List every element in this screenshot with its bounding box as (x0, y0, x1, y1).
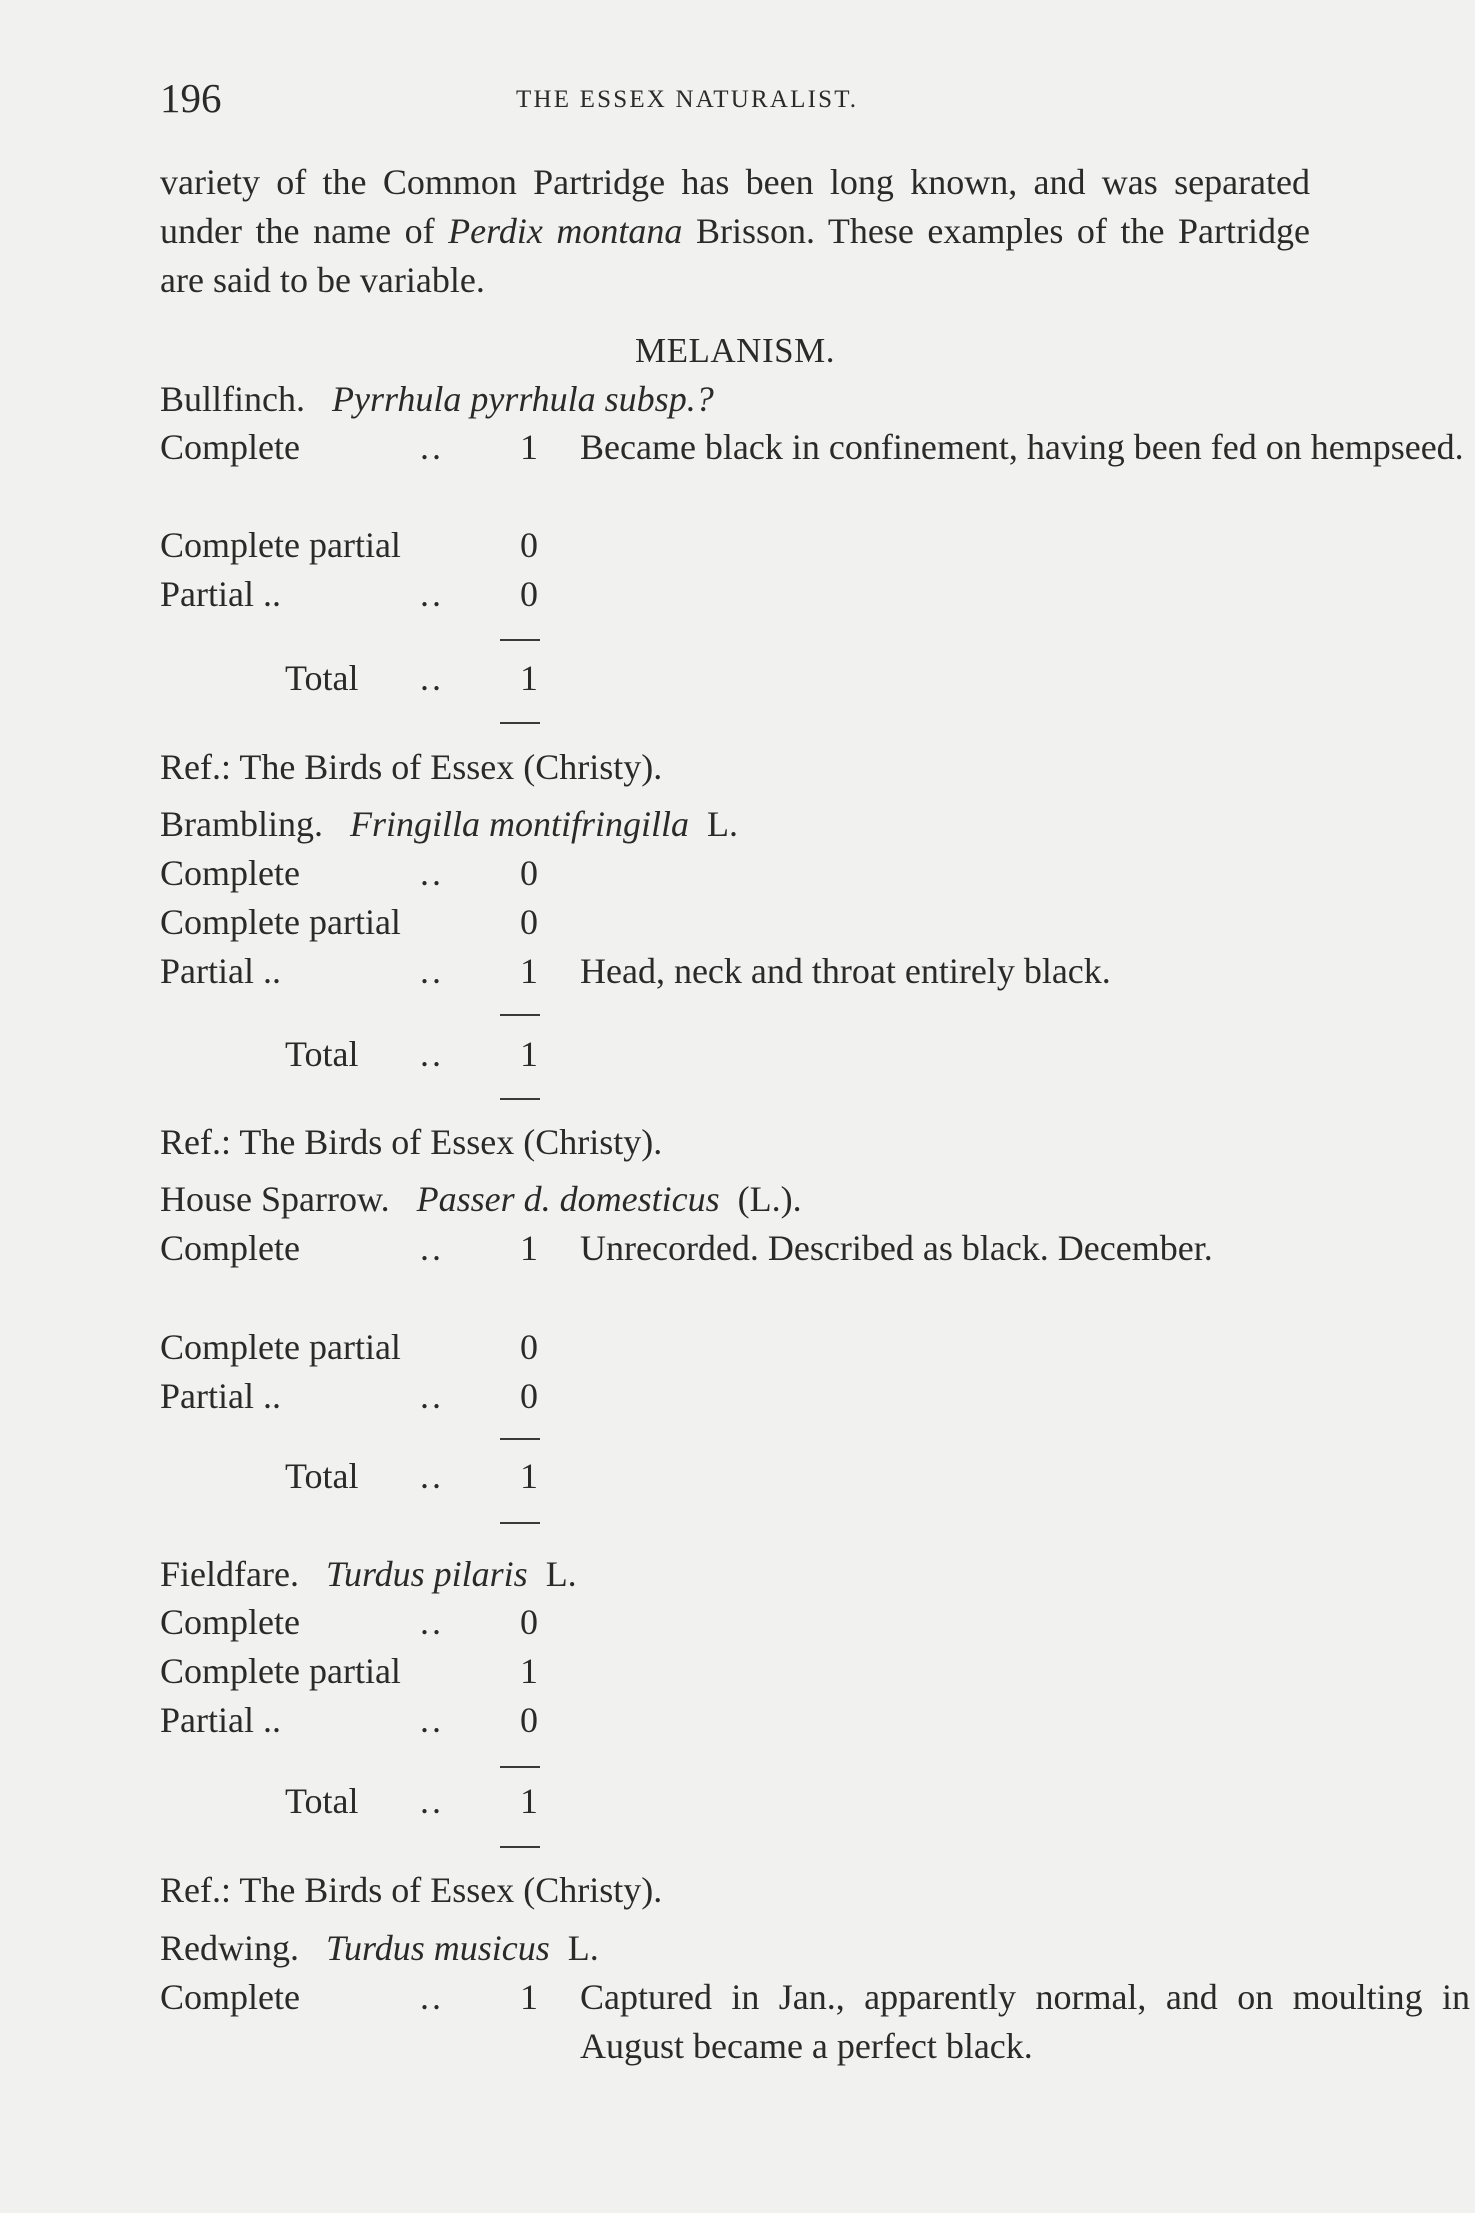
sum-rule-top (500, 1438, 540, 1440)
intro-paragraph (160, 158, 1310, 305)
row-leader-dots: .. (420, 1456, 444, 1496)
row-leader-dots: .. (420, 658, 444, 698)
species-name (160, 1550, 577, 1599)
row-label: Complete (160, 427, 300, 467)
species-latin-name: Turdus musicus (326, 1928, 550, 1968)
sum-rule-top (500, 639, 540, 641)
section-melanism (160, 326, 1310, 375)
page-number: 196 (160, 75, 222, 121)
row-label: Partial .. (160, 574, 281, 614)
row-label: Complete (160, 1228, 300, 1268)
row-label: Complete partial (160, 1327, 401, 1367)
total-label: Total (285, 1034, 359, 1074)
row-count: 0 (520, 853, 538, 893)
sum-rule-bottom (500, 1846, 540, 1848)
species-latin-name: Passer d. domesticus (416, 1179, 720, 1219)
species-name (160, 1924, 599, 1973)
row-leader-dots: .. (420, 1977, 444, 2017)
species-name (160, 375, 714, 424)
total-label: Total (285, 658, 359, 698)
species-latin-name: Fringilla montifringilla (349, 804, 690, 844)
row-label: Complete partial (160, 525, 401, 565)
row-count: 0 (520, 574, 538, 614)
row-count: 0 (520, 902, 538, 942)
row-count: 1 (520, 951, 538, 991)
reference: Ref.: The Birds of Essex (Christy). (160, 1122, 663, 1162)
total-label: Total (285, 1781, 359, 1821)
sum-rule-top (500, 1766, 540, 1768)
row-label: Complete partial (160, 1651, 401, 1691)
row-count: 0 (520, 1376, 538, 1416)
species-common-name: Bullfinch. (160, 379, 305, 419)
running-head: THE ESSEX NATURALIST. (516, 86, 859, 113)
row-leader-dots: .. (420, 1602, 444, 1642)
row-leader-dots: .. (420, 574, 444, 614)
species-authority: L. (707, 804, 739, 844)
intro-text-end: Brisson. These examples of the Partridge are said to be variable. (160, 211, 1310, 300)
page-header (160, 74, 1310, 124)
row-count: 1 (520, 1977, 538, 2017)
species-common-name: Redwing. (160, 1928, 299, 1968)
species-authority: (L.). (737, 1179, 802, 1219)
row-note: Captured in Jan., apparently normal, and on moulting in August became a perfect black. (580, 1977, 1470, 2066)
row-count: 0 (520, 1327, 538, 1367)
species-common-name: Fieldfare. (160, 1554, 299, 1594)
row-label: Partial .. (160, 951, 281, 991)
reference: Ref.: The Birds of Essex (Christy). (160, 747, 663, 787)
row-note: Became black in confinement, having been fed on hempseed. (580, 427, 1464, 467)
row-leader-dots: .. (420, 1228, 444, 1268)
total-count: 1 (520, 1456, 538, 1496)
sum-rule-bottom (500, 1522, 540, 1524)
row-leader-dots: .. (420, 1781, 444, 1821)
row-label: Complete (160, 1602, 300, 1642)
row-count: 1 (520, 427, 538, 467)
row-leader-dots: .. (420, 853, 444, 893)
sum-rule-bottom (500, 722, 540, 724)
row-label: Complete partial (160, 902, 401, 942)
row-leader-dots: .. (420, 1700, 444, 1740)
row-label: Complete (160, 1977, 300, 2017)
row-note: Unrecorded. Described as black. December. (580, 1228, 1213, 1268)
row-count: 1 (520, 1228, 538, 1268)
row-leader-dots: .. (420, 427, 444, 467)
row-label: Partial .. (160, 1376, 281, 1416)
total-count: 1 (520, 1034, 538, 1074)
entry-brambling (160, 800, 1310, 1170)
intro-latin-name: Perdix montana (448, 211, 683, 251)
entry-fieldfare (160, 1550, 1310, 1920)
intro-text-start: variety of the Common Partridge has been long known, and was separated under the name of (160, 162, 1310, 251)
species-name (160, 1175, 802, 1224)
entry-bullfinch (160, 375, 1464, 795)
total-label: Total (285, 1456, 359, 1496)
row-label: Partial .. (160, 1700, 281, 1740)
species-authority: L. (545, 1554, 577, 1594)
entry-house-sparrow (160, 1175, 1310, 1545)
total-count: 1 (520, 1781, 538, 1821)
total-count: 1 (520, 658, 538, 698)
section-heading: MELANISM. (635, 331, 835, 370)
entry-redwing (160, 1924, 1470, 2124)
row-leader-dots: .. (420, 951, 444, 991)
species-name (160, 800, 738, 849)
species-latin-name: Pyrrhula pyrrhula subsp.? (331, 379, 714, 419)
row-leader-dots: .. (420, 1034, 444, 1074)
row-count: 1 (520, 1651, 538, 1691)
species-common-name: House Sparrow. (160, 1179, 390, 1219)
species-latin-name: Turdus pilaris (325, 1554, 528, 1594)
reference: Ref.: The Birds of Essex (Christy). (160, 1870, 663, 1910)
row-count: 0 (520, 525, 538, 565)
sum-rule-bottom (500, 1098, 540, 1100)
row-label: Complete (160, 853, 300, 893)
sum-rule-top (500, 1014, 540, 1016)
row-leader-dots: .. (420, 1376, 444, 1416)
row-count: 0 (520, 1700, 538, 1740)
row-note: Head, neck and throat entirely black. (580, 951, 1111, 991)
species-authority: L. (567, 1928, 599, 1968)
row-count: 0 (520, 1602, 538, 1642)
species-common-name: Brambling. (160, 804, 323, 844)
